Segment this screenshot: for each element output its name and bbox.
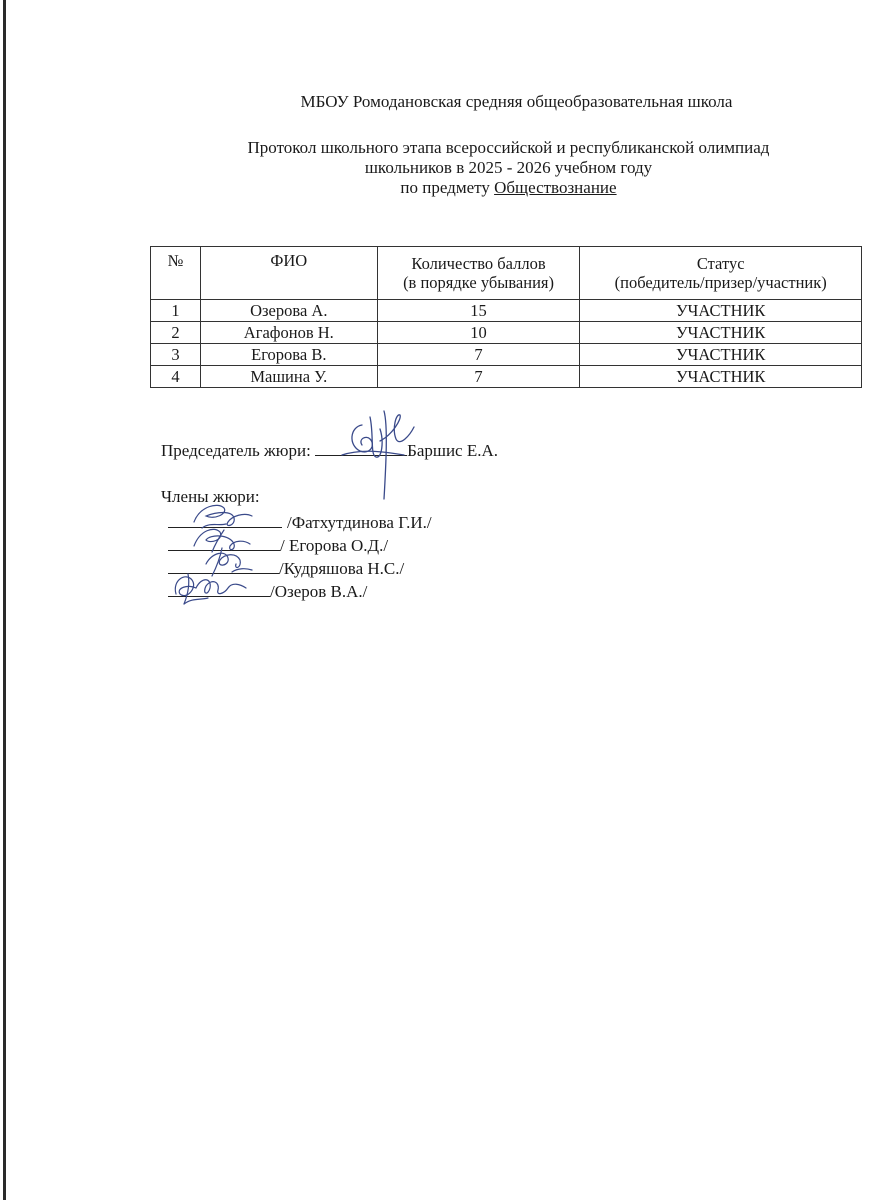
member-signature: [166, 566, 256, 608]
scan-edge: [3, 0, 6, 1200]
school-name: МБОУ Ромодановская средняя общеобразовательная школа: [300, 92, 733, 111]
header-name-label: ФИО: [270, 251, 308, 270]
jury-member-name: /Озеров В.А./: [270, 582, 368, 601]
chair-signature: [340, 405, 420, 503]
row-name: Егорова В.: [200, 344, 377, 366]
header-score-line2: (в порядке убывания): [403, 273, 554, 292]
jury-member-name: / Егорова О.Д./: [280, 536, 389, 555]
row-status: УЧАСТНИК: [580, 344, 862, 366]
results-table: [150, 246, 862, 388]
row-number: 4: [151, 366, 201, 388]
header-status-line1: Статус: [696, 254, 745, 273]
header-number: [151, 247, 201, 300]
jury-chair-name: Баршис Е.А.: [407, 441, 499, 460]
row-name: Озерова А.: [200, 300, 377, 322]
row-score: 15: [377, 300, 580, 322]
table-row: [151, 300, 862, 322]
row-score: 7: [377, 366, 580, 388]
protocol-title-line2: школьников в 2025 - 2026 учебном году: [364, 158, 653, 177]
header-score-line1: Количество баллов: [411, 254, 546, 273]
table-row: [151, 344, 862, 366]
row-name: Машина У.: [200, 366, 377, 388]
jury-members-label: Члены жюри:: [161, 487, 260, 506]
row-score: 10: [377, 322, 580, 344]
row-status: УЧАСТНИК: [580, 366, 862, 388]
header-number-label: №: [167, 251, 184, 270]
jury-member-name: /Фатхутдинова Г.И./: [287, 513, 432, 532]
subject-name: Обществознание: [494, 178, 617, 197]
row-score: 7: [377, 344, 580, 366]
row-number: 1: [151, 300, 201, 322]
header-status-line2: (победитель/призер/участник): [614, 273, 827, 292]
protocol-title: [72, 138, 873, 198]
row-number: 3: [151, 344, 201, 366]
row-status: УЧАСТНИК: [580, 300, 862, 322]
table-row: [151, 366, 862, 388]
jury-chair-line: [161, 439, 498, 461]
jury-member-name: /Кудряшова Н.С./: [279, 559, 405, 578]
protocol-title-line1: Протокол школьного этапа всероссийской и республиканской олимпиад: [247, 138, 770, 157]
row-name: Агафонов Н.: [200, 322, 377, 344]
header-status: [580, 247, 862, 300]
header-score: [377, 247, 580, 300]
table-header-row: [151, 247, 862, 300]
table-row: [151, 322, 862, 344]
jury-chair-label: Председатель жюри:: [161, 441, 316, 460]
subject-prefix: по предмету: [400, 178, 495, 197]
subject-line: [72, 178, 873, 198]
row-status: УЧАСТНИК: [580, 322, 862, 344]
header-name: [200, 247, 377, 300]
row-number: 2: [151, 322, 201, 344]
